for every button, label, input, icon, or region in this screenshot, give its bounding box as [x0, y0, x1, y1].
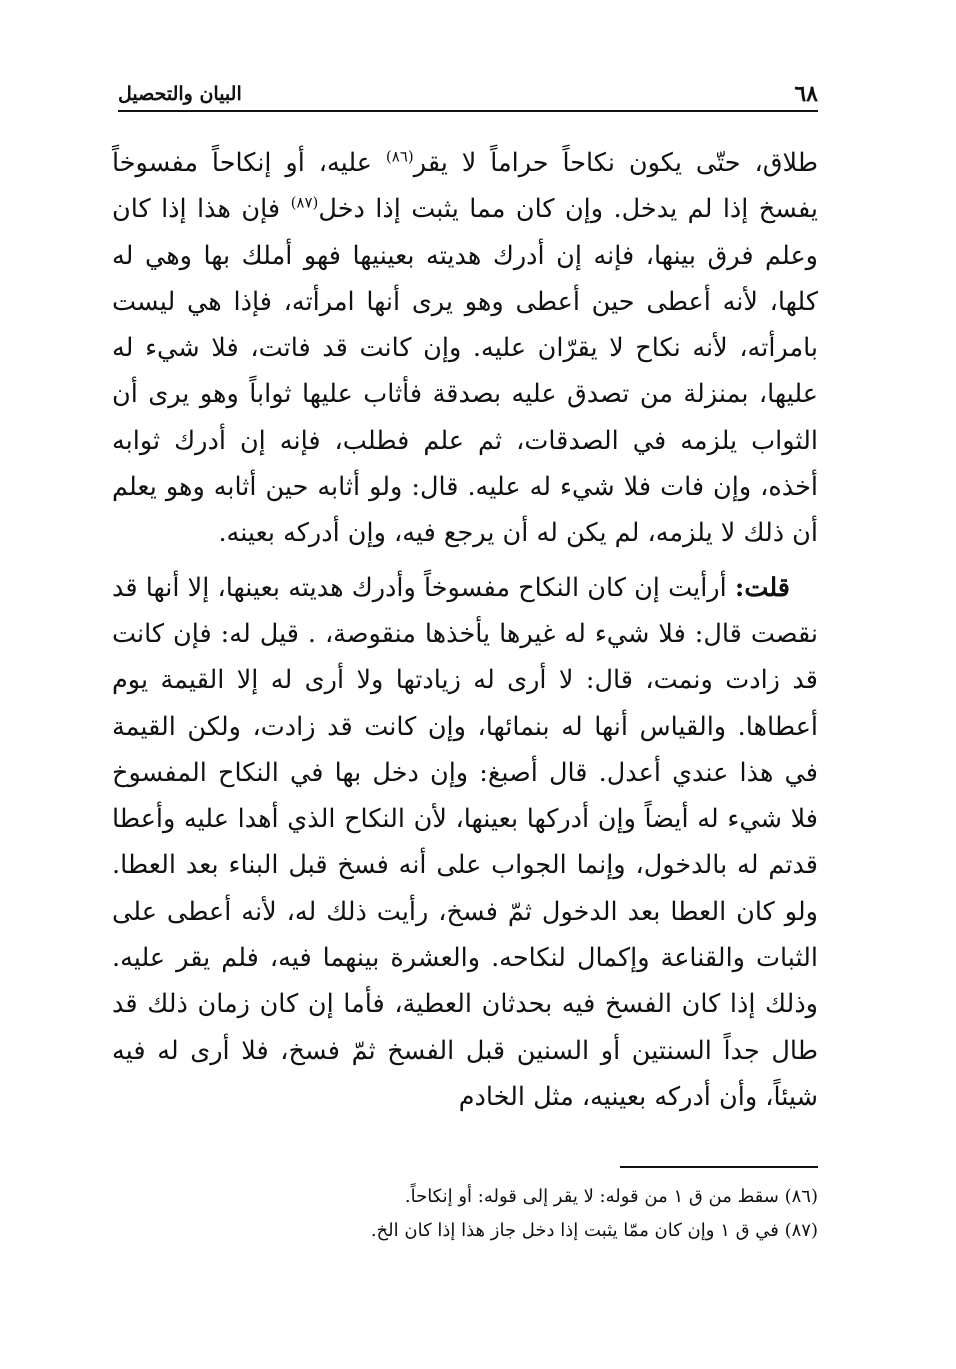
footnote-ref-86: (٨٦): [385, 147, 414, 166]
footnote-divider: [620, 1166, 818, 1168]
running-header: [118, 78, 818, 112]
paragraph-1-text-a: طلاق، حتّى يكون نكاحاً حراماً لا يقر: [413, 148, 819, 178]
paragraph-2: [112, 565, 818, 1121]
page-number: ٦٨: [794, 81, 818, 107]
paragraph-2-lead: قلت:: [734, 572, 790, 603]
book-title: البيان والتحصيل: [118, 83, 242, 105]
main-text: [112, 140, 818, 1120]
footnote-87: (٨٧) في ق ١ وإن كان ممّا يثبت إذا دخل جاز هذا إذا كان الخ.: [370, 1220, 818, 1241]
footnotes: [300, 1180, 818, 1248]
footnote-86: (٨٦) سقط من ق ١ من قوله: لا يقر إلى قوله: أو إنكاحاً.: [404, 1186, 818, 1207]
footnote-ref-87: (٨٧): [290, 193, 319, 212]
paragraph-1-text-c: فإن هذا إذا كان وعلم فرق بينها، فإنه إن أدرك هديته بعينيها فهو أملك بها وهي له كلها، لأنه أعطى حين أعطى وهو يرى أنها امرأته، فإذا هي ليست بامرأته، لأنه نكاح لا يقرّان عليه. وإن كانت قد فاتت، فلا شيء له عليها، بمنزلة من تصدق عليه بصدقة فأثاب عليها ثواباً وهو يرى أن الثواب يلزمه في الصدقات، ثم علم فطلب، فإنه إن أدرك ثوابه أخذه، وإن فات فلا شيء له عليه. قال: ولو أثابه حين أثابه وهو يعلم أن ذلك لا يلزمه، لم يكن له أن يرجع فيه، وإن أدركه بعينه.: [112, 194, 818, 549]
paragraph-2-text: أرأيت إن كان النكاح مفسوخاً وأدرك هديته بعينها، إلا أنها قد نقصت قال: فلا شيء له غيرها يأخذها منقوصة، . قيل له: فإن كانت قد زادت ونمت، قال: لا أرى له زيادتها ولا أرى له إلا القيمة يوم أعطاها. والقياس أنها له بنمائها، وإن كانت قد زادت، ولكن القيمة في هذا عندي أعدل. قال أصبغ: وإن دخل بها في النكاح المفسوخ فلا شيء له أيضاً وإن أدركها بعينها، لأن النكاح الذي أهدا عليه وأعطا قدتم له بالدخول، وإنما الجواب على أنه فسخ قبل البناء بعد العطا. ولو كان العطا بعد الدخول ثمّ فسخ، رأيت ذلك له، لأنه أعطى على الثبات والقناعة وإكمال لنكاحه. والعشرة بينهما فيه، فلم يقر عليه. وذلك إذا كان الفسخ فيه بحدثان العطية، فأما إن كان زمان ذلك قد طال جداً السنتين أو السنين قبل الفسخ ثمّ فسخ، فلا أرى له فيه شيئاً، وأن أدركه بعينيه، مثل الخادم: [112, 572, 818, 1112]
paragraph-1-text-b: عليه، أو إنكاحاً مفسوخاً يفسخ إذا لم يدخل. وإن كان مما يثبت إذا دخل: [112, 148, 818, 225]
paragraph-1: [112, 140, 818, 557]
